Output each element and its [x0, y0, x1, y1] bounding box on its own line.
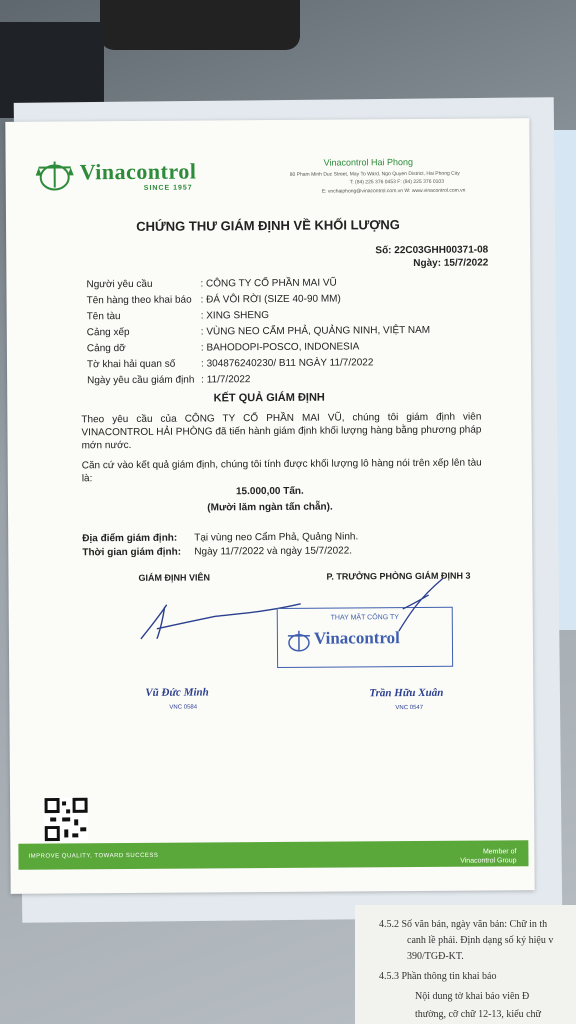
office-phone: T: (84) 225 376 0453 F: (84) 225 376 0103: [349, 178, 444, 186]
doc-line: Nội dung tờ khai báo viên Đ: [415, 991, 530, 1002]
field-value: : CÔNG TY CỔ PHẦN MAI VŨ: [200, 277, 337, 290]
inspector-name: Vũ Đức Minh: [145, 686, 209, 699]
place-label: Địa điểm giám định:: [82, 532, 178, 545]
member-group-label: Vinacontrol Group: [460, 857, 517, 865]
time-value: Ngày 11/7/2022 và ngày 15/7/2022.: [194, 545, 353, 558]
field-value: : XING SHENG: [200, 310, 270, 322]
member-of-label: Member of: [482, 848, 517, 856]
deputy-code: VNC 0547: [395, 704, 424, 712]
scales-logo-icon: [36, 157, 74, 191]
field-value: : BAHODOPI-POSCO, INDONESIA: [200, 341, 360, 354]
brand-since: SINCE 1957: [143, 184, 193, 192]
deputy-signature-icon: [388, 575, 448, 635]
field-label: Người yêu cầu: [86, 278, 153, 291]
doc-line: 4.5.2 Số văn bản, ngày văn bản: Chữ in th: [379, 919, 548, 930]
doc-line: canh lề phải. Định dạng số ký hiệu v: [407, 935, 554, 946]
deputy-name: Trần Hữu Xuân: [369, 686, 444, 700]
result-weight: 15.000,00 Tấn.: [235, 485, 304, 498]
inspector-title: GIÁM ĐỊNH VIÊN: [138, 572, 211, 583]
field-value: : 304876240230/ B11 NGÀY 11/7/2022: [200, 357, 374, 370]
place-value: Tại vùng neo Cẩm Phả, Quảng Ninh.: [194, 531, 359, 544]
field-label: Cảng xếp: [86, 326, 130, 339]
footer-bar: [18, 840, 528, 870]
stamp-scales-icon: [286, 629, 312, 653]
field-label: Ngày yêu cầu giám định: [87, 374, 195, 387]
field-value: : 11/7/2022: [201, 374, 251, 386]
office-name: Vinacontrol Hai Phong: [323, 156, 414, 168]
phone-object: [100, 0, 300, 50]
certificate-title: CHỨNG THƯ GIÁM ĐỊNH VỀ KHỐI LƯỢNG: [136, 217, 400, 234]
field-label: Cảng dỡ: [86, 343, 126, 355]
inspector-code: VNC 0584: [169, 704, 198, 711]
office-address: 80 Pham Minh Duc Street, May To Ward, Ngo Quyen District, Hai Phong City: [289, 170, 460, 178]
stamp-brand: Vinacontrol: [313, 628, 400, 648]
time-label: Thời gian giám định:: [82, 546, 182, 559]
office-contact: E: vnchaiphong@vinacontrol.com.vn W: www.vinacontrol.com.vn: [321, 187, 466, 195]
certificate-date: Ngày: 15/7/2022: [413, 257, 489, 269]
result-paragraph: Theo yêu cầu của CÔNG TY CỔ PHẦN MAI VŨ, chúng tôi giám định viên VINACONTROL HẢI PHÒNG đã tiến hành giám định khối lượng hàng bằng phương pháp mớn nước.: [81, 411, 482, 452]
field-value: : ĐÁ VÔI RỜI (SIZE 40-90 MM): [200, 293, 341, 306]
stamp-top-text: THAY MẶT CÔNG TY: [330, 614, 399, 622]
certificate-paper: [5, 118, 534, 894]
doc-line: 4.5.3 Phần thông tin khai báo: [379, 971, 497, 982]
certificate-number: Số: 22C03GHH00371-08: [375, 244, 489, 257]
underlying-document: [355, 905, 576, 1024]
brand-name: Vinacontrol: [79, 158, 197, 185]
field-label: Tờ khai hải quan số: [86, 358, 176, 371]
field-value: : VÙNG NEO CẨM PHẢ, QUẢNG NINH, VIỆT NAM: [200, 324, 431, 338]
footer-slogan: IMPROVE QUALITY, TOWARD SUCCESS: [28, 852, 159, 860]
result-heading: KẾT QUẢ GIÁM ĐỊNH: [213, 391, 325, 405]
field-label: Tên hàng theo khai báo: [86, 294, 192, 307]
doc-line: 390/TGĐ-KT.: [407, 951, 464, 962]
doc-line: thường, cỡ chữ 12-13, kiểu chữ: [415, 1009, 541, 1020]
qr-code-icon: [44, 797, 88, 841]
result-paragraph: Căn cứ vào kết quả giám định, chúng tôi tính được khối lượng lô hàng nói trên xếp lên tàu là:: [81, 457, 482, 485]
result-weight-words: (Mười lăm ngàn tấn chẵn).: [207, 501, 333, 514]
field-label: Tên tàu: [86, 311, 121, 323]
deputy-head-title: P. TRƯỞNG PHÒNG GIÁM ĐỊNH 3: [326, 570, 471, 582]
